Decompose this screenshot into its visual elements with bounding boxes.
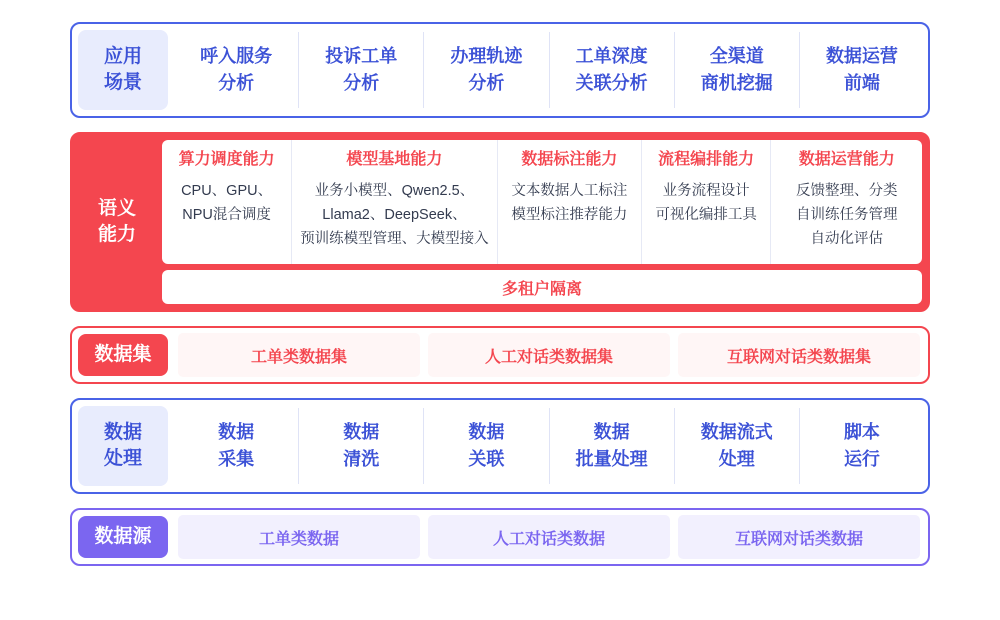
scenario-item[interactable] [799, 32, 924, 108]
scenario-item-line1: 工单深度 [575, 46, 648, 66]
scenario-items [174, 32, 924, 108]
processing-label-line2: 处理 [103, 448, 142, 469]
capability-card-line: NPU混合调度 [182, 206, 271, 223]
capability-card-body [655, 180, 757, 228]
scenario-item[interactable] [423, 32, 548, 108]
capability-card[interactable] [291, 140, 497, 264]
processing-item[interactable] [674, 408, 799, 484]
dataset-item[interactable]: 工单类数据集 [178, 333, 420, 377]
capability-card-body [300, 180, 489, 252]
dataset-row-label: 数据集 [78, 334, 168, 376]
scenario-item[interactable] [298, 32, 423, 108]
processing-items [174, 408, 924, 484]
capability-card-body [181, 180, 272, 228]
capability-footer-banner: 多租户隔离 [162, 270, 922, 304]
capability-row-label [72, 134, 162, 310]
source-item[interactable]: 工单类数据 [178, 515, 420, 559]
capability-card-body [511, 180, 627, 228]
dataset-row [70, 326, 930, 384]
capability-card-body [796, 180, 898, 252]
capability-label-line2: 能力 [97, 224, 136, 245]
processing-item-line2: 采集 [218, 449, 255, 469]
capability-card-line: 业务小模型、Qwen2.5、 [314, 182, 475, 199]
processing-item[interactable] [549, 408, 674, 484]
capability-card-title: 数据标注能力 [521, 151, 618, 168]
scenario-row [70, 22, 930, 118]
capability-card[interactable] [162, 140, 291, 264]
capability-card-line: Llama2、DeepSeek、 [322, 206, 467, 223]
capability-card-title: 流程编排能力 [658, 151, 755, 168]
scenario-label-line2: 场景 [103, 72, 142, 93]
capability-card[interactable] [641, 140, 770, 264]
source-item[interactable]: 人工对话类数据 [428, 515, 670, 559]
capability-card[interactable] [770, 140, 922, 264]
capability-card[interactable] [497, 140, 641, 264]
processing-item[interactable] [799, 408, 924, 484]
capability-card-line: 可视化编排工具 [655, 206, 757, 223]
capability-content [162, 134, 928, 310]
scenario-item-line1: 投诉工单 [325, 46, 398, 66]
scenario-item-line2: 分析 [468, 73, 505, 93]
processing-item-line2: 运行 [843, 449, 880, 469]
scenario-item-line2: 关联分析 [575, 73, 648, 93]
scenario-item-line2: 分析 [218, 73, 255, 93]
capability-cards [162, 140, 922, 264]
capability-card-line: 反馈整理、分类 [796, 182, 898, 199]
capability-card-line: CPU、GPU、 [181, 182, 273, 199]
source-row-label: 数据源 [78, 516, 168, 558]
capability-card-title: 模型基地能力 [346, 151, 443, 168]
capability-label-line1: 语义 [97, 198, 136, 220]
capability-card-line: 自动化评估 [810, 230, 884, 247]
dataset-items [174, 333, 924, 377]
capability-card-line: 预训练模型管理、大模型接入 [300, 230, 489, 247]
processing-row [70, 398, 930, 494]
processing-item-line1: 数据 [218, 422, 255, 442]
scenario-row-label [78, 30, 168, 110]
dataset-item[interactable]: 人工对话类数据集 [428, 333, 670, 377]
processing-item-line1: 数据 [343, 422, 380, 442]
processing-item-line1: 脚本 [843, 422, 880, 442]
scenario-item-line1: 呼入服务 [200, 46, 273, 66]
processing-item-line2: 清洗 [343, 449, 380, 469]
scenario-item-line2: 商机挖掘 [700, 73, 773, 93]
source-items [174, 515, 924, 559]
capability-card-line: 文本数据人工标注 [511, 182, 628, 199]
processing-item-line1: 数据 [468, 422, 505, 442]
processing-item[interactable] [174, 408, 298, 484]
capability-card-line: 模型标注推荐能力 [511, 206, 628, 223]
processing-item[interactable] [298, 408, 423, 484]
capability-row [70, 132, 930, 312]
capability-card-title: 算力调度能力 [178, 151, 275, 168]
processing-item-line2: 关联 [468, 449, 505, 469]
capability-card-title: 数据运营能力 [798, 151, 895, 168]
scenario-label-line1: 应用 [103, 46, 142, 68]
scenario-item-line2: 前端 [843, 73, 880, 93]
capability-card-line: 自训练任务管理 [796, 206, 898, 223]
processing-item-line2: 批量处理 [575, 449, 648, 469]
scenario-item-line1: 全渠道 [709, 46, 764, 66]
capability-card-line: 业务流程设计 [662, 182, 750, 199]
scenario-item[interactable] [674, 32, 799, 108]
processing-label-line1: 数据 [103, 422, 142, 444]
scenario-item[interactable] [174, 32, 298, 108]
processing-item-line1: 数据流式 [700, 422, 773, 442]
source-row [70, 508, 930, 566]
processing-row-label [78, 406, 168, 486]
processing-item-line1: 数据 [593, 422, 630, 442]
scenario-item[interactable] [549, 32, 674, 108]
processing-item[interactable] [423, 408, 548, 484]
scenario-item-line1: 数据运营 [825, 46, 898, 66]
scenario-item-line1: 办理轨迹 [450, 46, 523, 66]
dataset-item[interactable]: 互联网对话类数据集 [678, 333, 920, 377]
scenario-item-line2: 分析 [343, 73, 380, 93]
processing-item-line2: 处理 [718, 449, 755, 469]
source-item[interactable]: 互联网对话类数据 [678, 515, 920, 559]
